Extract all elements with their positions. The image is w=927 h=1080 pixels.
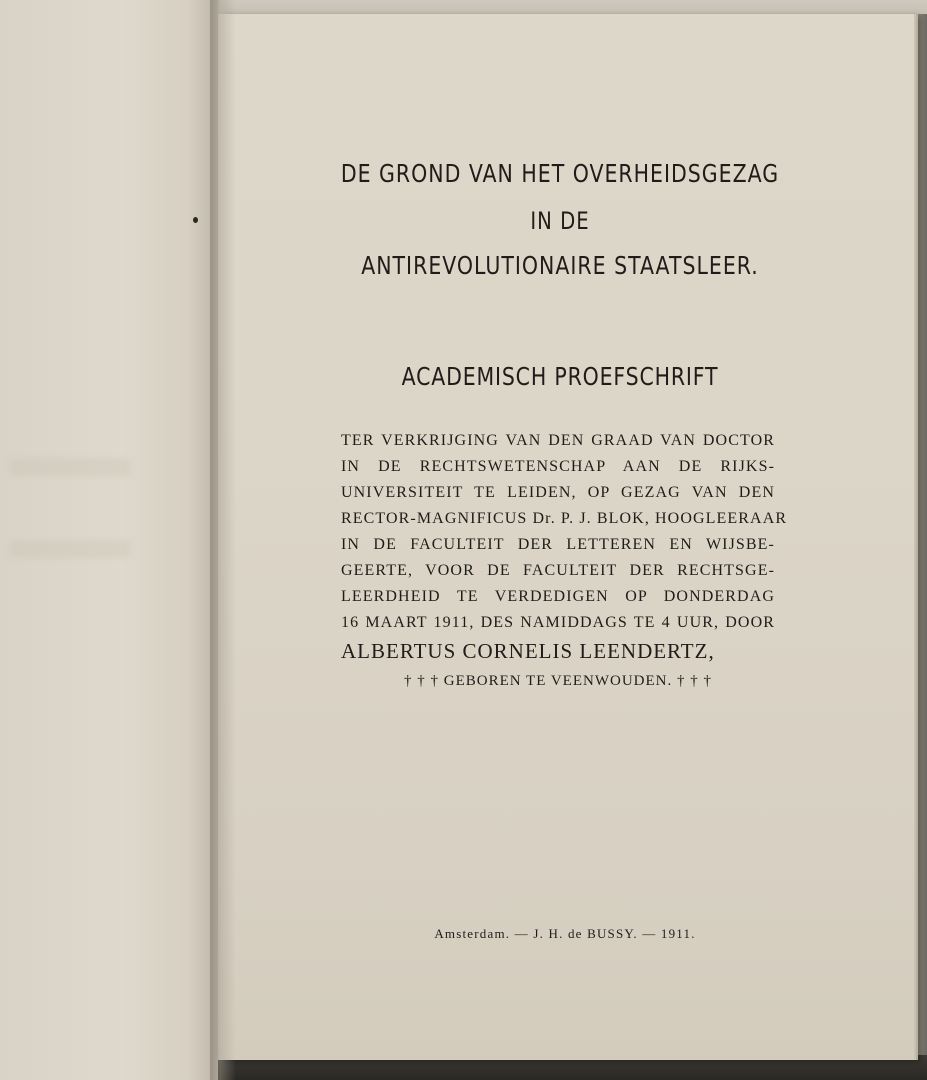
page-edge-right — [912, 14, 927, 1060]
title-line-2: IN DE — [530, 207, 590, 235]
book-gutter — [210, 0, 236, 1080]
title-line-1: DE GROND VAN HET OVERHEIDSGEZAG — [340, 159, 780, 188]
body-line: 16 MAART 1911, DES NAMIDDAGS TE 4 UUR, DOOR — [341, 614, 775, 631]
body-line: LEERDHEID TE VERDEDIGEN OP DONDERDAG — [341, 588, 775, 605]
body-line: TER VERKRIJGING VAN DEN GRAAD VAN DOCTOR — [341, 432, 775, 449]
subtitle: ACADEMISCH PROEFSCHRIFT — [401, 362, 719, 391]
author-name: ALBERTUS CORNELIS LEENDERTZ, — [341, 639, 715, 663]
show-through-mark — [10, 540, 130, 558]
birthplace-line: † † † GEBOREN TE VEENWOUDEN. † † † — [403, 673, 712, 689]
blank-left-page — [0, 0, 222, 1080]
body-line: UNIVERSITEIT TE LEIDEN, OP GEZAG VAN DEN — [341, 484, 775, 501]
body-line: IN DE FACULTEIT DER LETTEREN EN WIJSBE- — [341, 536, 775, 553]
show-through-mark — [10, 458, 130, 476]
body-line: GEERTE, VOOR DE FACULTEIT DER RECHTSGE- — [341, 562, 775, 579]
publisher-imprint: Amsterdam. — J. H. de BUSSY. — 1911. — [434, 926, 696, 941]
body-line: RECTOR-MAGNIFICUS Dr. P. J. BLOK, HOOGLEERAAR — [341, 510, 788, 527]
ink-dot — [193, 217, 198, 223]
body-line: IN DE RECHTSWETENSCHAP AAN DE RIJKS- — [341, 458, 775, 475]
title-line-3: ANTIREVOLUTIONAIRE STAATSLEER. — [361, 251, 759, 280]
